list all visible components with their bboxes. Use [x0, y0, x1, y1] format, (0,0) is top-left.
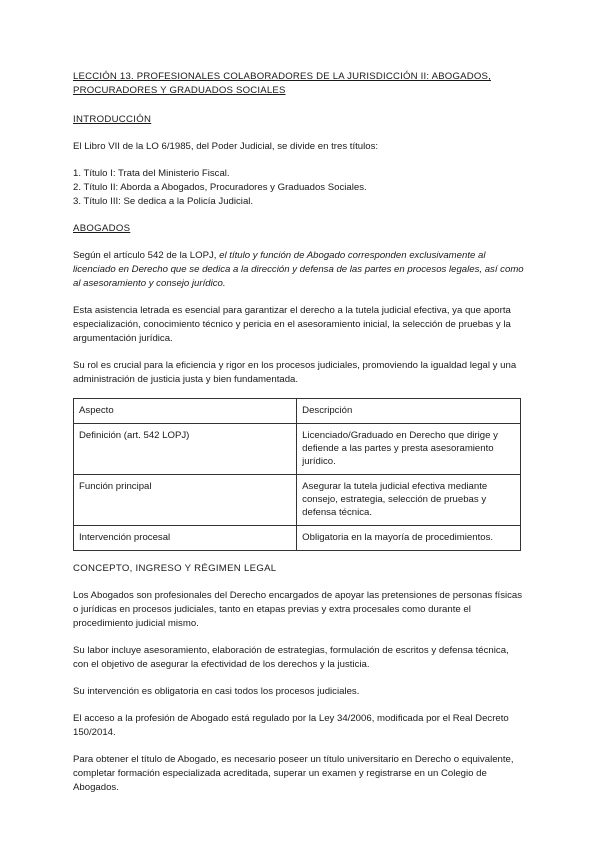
table-header-row — [74, 399, 521, 424]
concepto-paragraph-3: Su intervención es obligatoria en casi todos los procesos judiciales. — [73, 686, 360, 697]
lesson-title-line-1: LECCIÓN 13. PROFESIONALES COLABORADORES DE LA JURISDICCIÓN II: ABOGADOS, — [73, 71, 491, 82]
table-row — [74, 475, 521, 526]
table-cell: Intervención procesal — [74, 526, 297, 551]
abogados-paragraph-1-quote: el título y función de Abogado corresponden exclusivamente al licenciado en Derecho que se dedica a la dirección y defensa de las partes en procesos legales, así como al asesoramiento y consejo jurídico. — [73, 250, 524, 289]
intro-paragraph: El Libro VII de la LO 6/1985, del Poder Judicial, se divide en tres títulos: — [73, 141, 379, 152]
table-cell: Función principal — [74, 475, 297, 526]
document-page — [73, 70, 525, 795]
abogados-paragraph-1 — [73, 249, 525, 291]
table-header-cell: Descripción — [297, 399, 521, 424]
table-row — [74, 526, 521, 551]
table-cell: Obligatoria en la mayoría de procedimientos. — [297, 526, 521, 551]
concepto-paragraph-5: Para obtener el título de Abogado, es necesario poseer un título universitario en Derecho o equivalente, completar formación especializada acreditada, superar un examen y registrarse en un Colegio de Abogados. — [73, 754, 514, 793]
table-cell: Licenciado/Graduado en Derecho que dirige y defiende a las partes y presta asesoramiento jurídico. — [297, 424, 521, 475]
titles-list — [73, 167, 525, 209]
concepto-paragraph-4: El acceso a la profesión de Abogado está regulado por la Ley 34/2006, modificada por el Real Decreto 150/2014. — [73, 713, 509, 738]
concepto-paragraph-1: Los Abogados son profesionales del Derecho encargados de apoyar las pretensiones de personas físicas o jurídicas en procesos judiciales, tanto en etapas previas y extra procesales como durante el procedimiento judicial mismo. — [73, 590, 523, 629]
concepto-paragraph-2: Su labor incluye asesoramiento, elaboración de estrategias, formulación de escritos y defensa técnica, con el objetivo de asegurar la efectividad de los derechos y la justicia. — [73, 645, 509, 670]
lesson-title — [73, 70, 525, 98]
list-item: 1. Título I: Trata del Ministerio Fiscal. — [73, 168, 230, 179]
concepto-heading: CONCEPTO, INGRESO Y RÉGIMEN LEGAL — [73, 563, 277, 574]
abogados-paragraph-3: Su rol es crucial para la eficiencia y rigor en los procesos judiciales, promoviendo la igualdad legal y una administración de justicia justa y bien fundamentada. — [73, 360, 517, 385]
abogados-heading: ABOGADOS — [73, 223, 131, 234]
list-item: 2. Título II: Aborda a Abogados, Procuradores y Graduados Sociales. — [73, 182, 367, 193]
abogados-table — [73, 398, 521, 551]
list-item: 3. Título III: Se dedica a la Policía Judicial. — [73, 196, 254, 207]
abogados-paragraph-2: Esta asistencia letrada es esencial para garantizar el derecho a la tutela judicial efectiva, ya que aporta especialización, conocimiento técnico y pericia en el asesoramiento inicial, la selección de pruebas y la argumentación jurídica. — [73, 305, 511, 344]
table-cell: Asegurar la tutela judicial efectiva mediante consejo, estrategia, selección de pruebas y defensa técnica. — [297, 475, 521, 526]
lesson-title-line-2: PROCURADORES Y GRADUADOS SOCIALES — [73, 85, 286, 96]
intro-heading: INTRODUCCIÓN — [73, 114, 152, 125]
table-row — [74, 424, 521, 475]
table-header-cell: Aspecto — [74, 399, 297, 424]
table-cell: Definición (art. 542 LOPJ) — [74, 424, 297, 475]
abogados-paragraph-1-prefix: Según el artículo 542 de la LOPJ, — [73, 250, 220, 261]
